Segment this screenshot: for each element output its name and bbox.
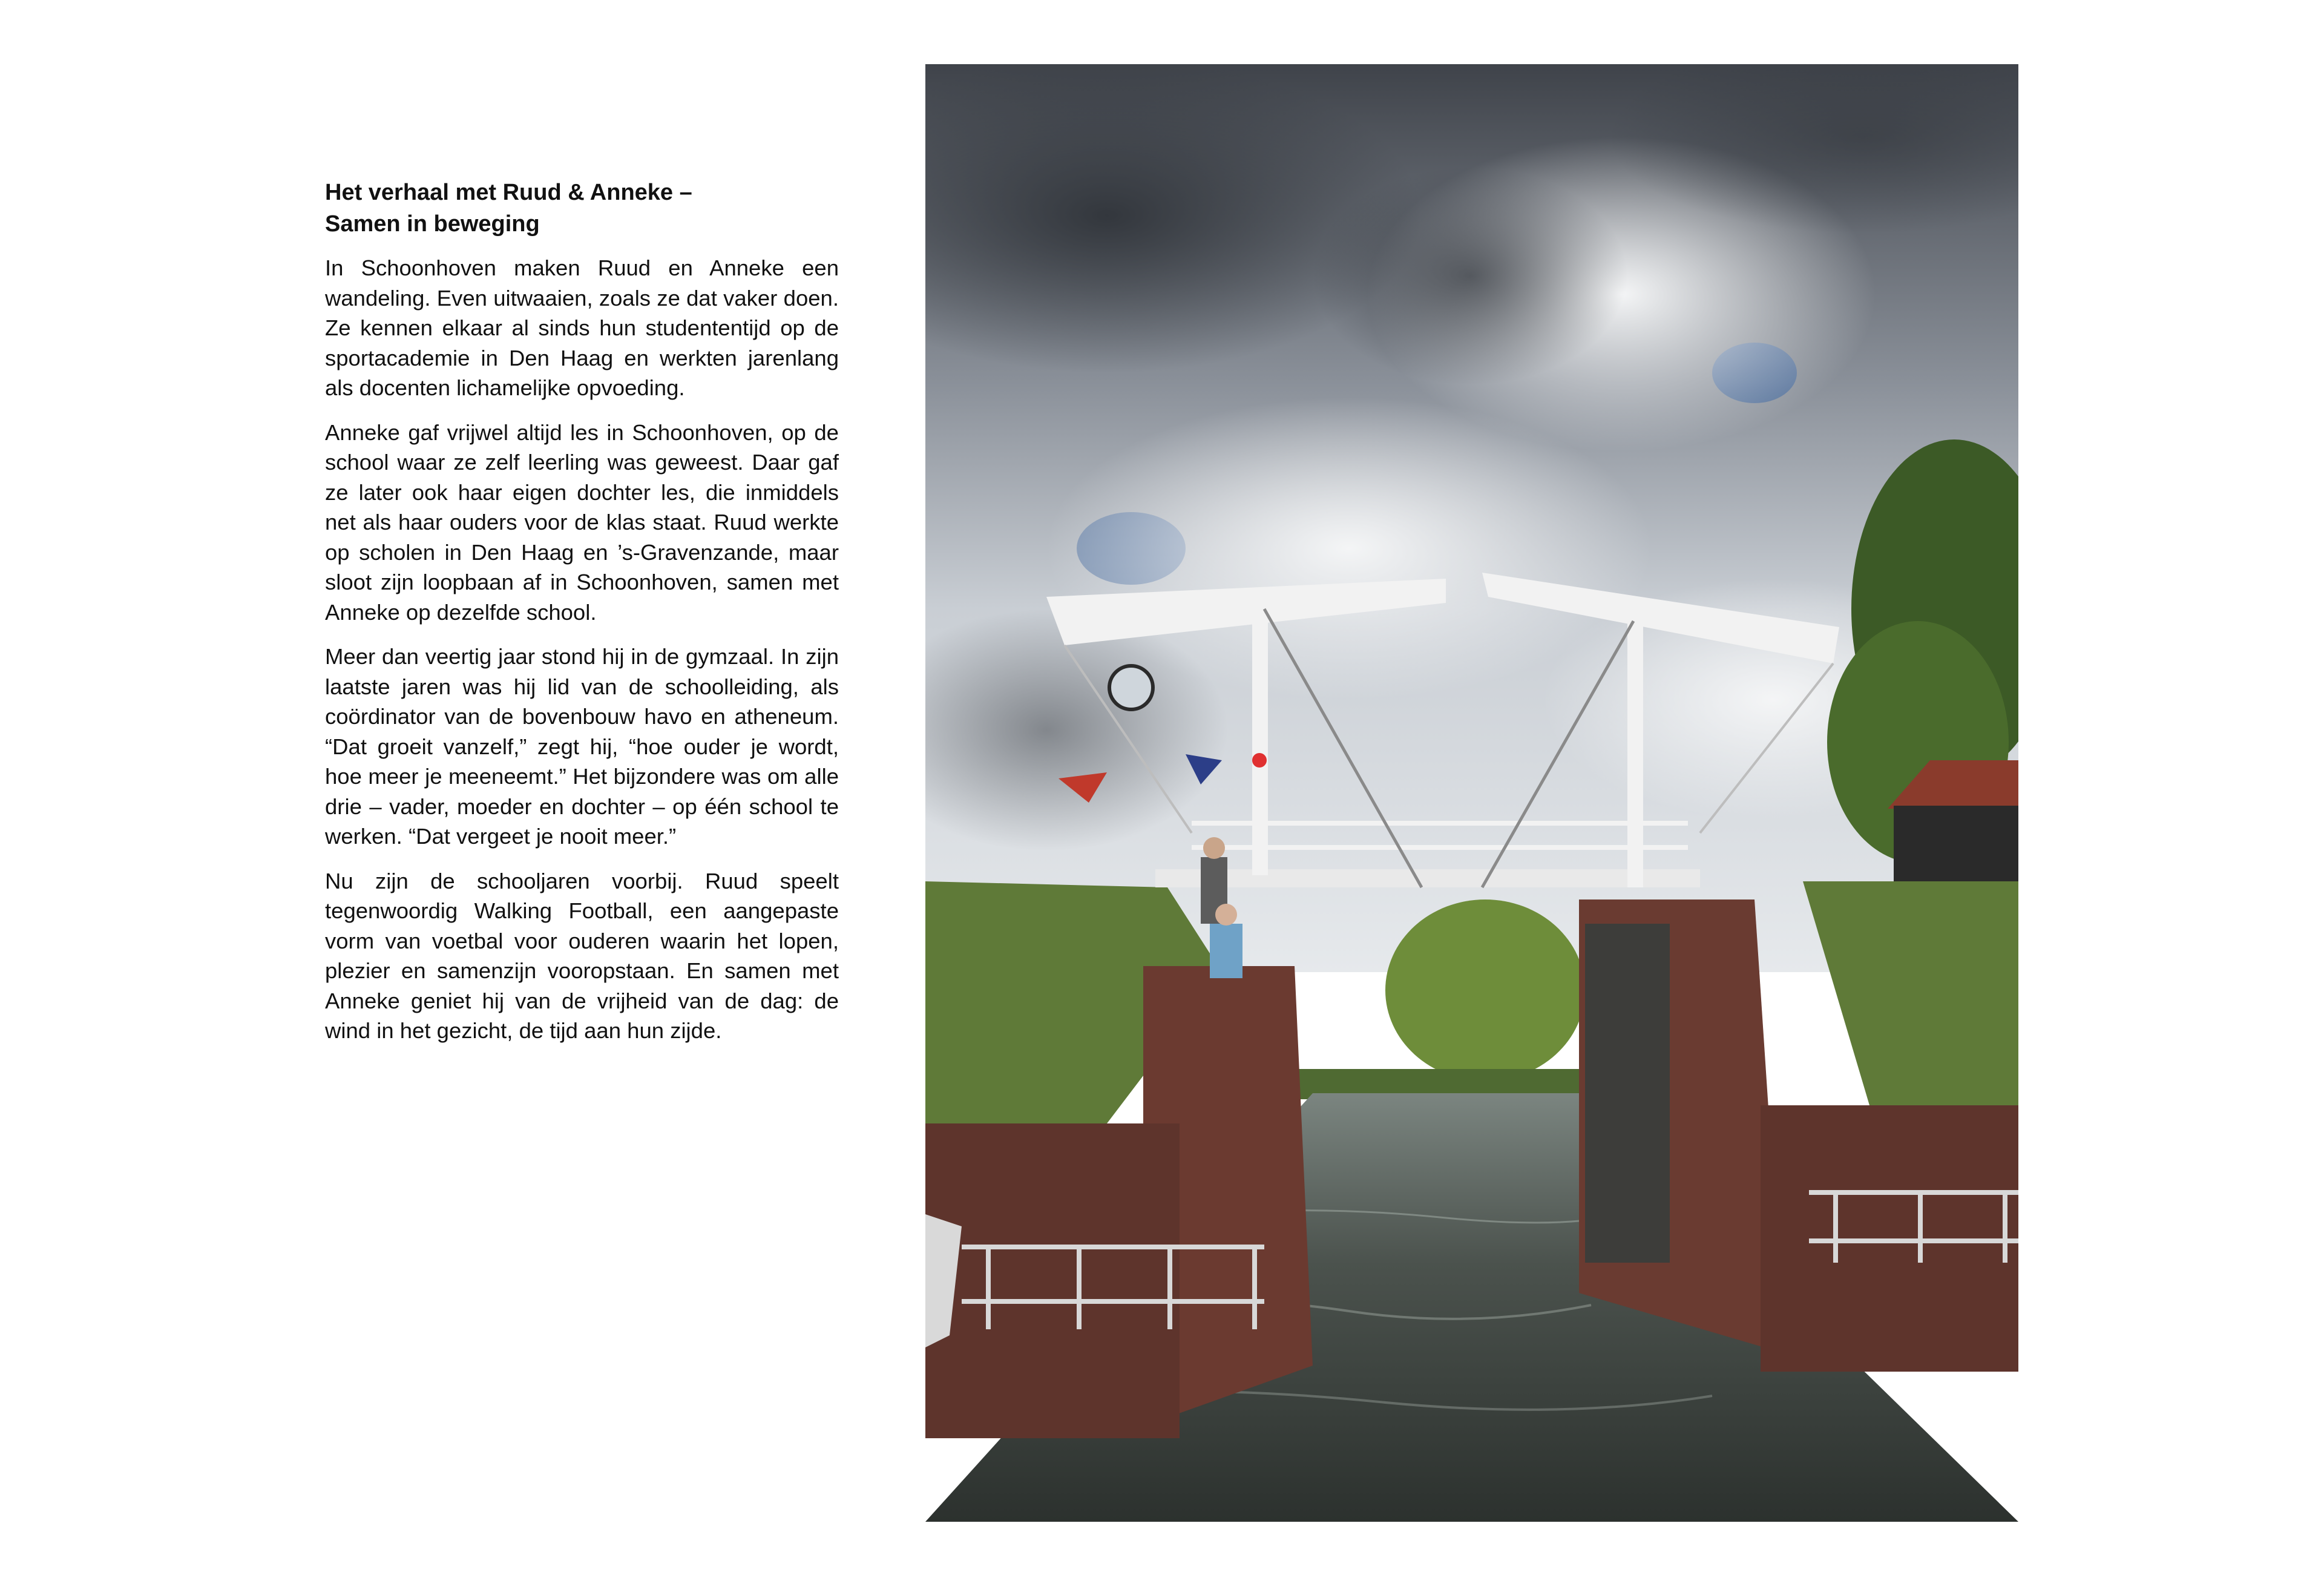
article-text: [325, 177, 839, 1061]
right-lock-gate: [1585, 924, 1670, 1263]
cloud: [1313, 167, 1627, 385]
drawbridge-photo: [925, 64, 2018, 1522]
paragraph-4: Nu zijn de schooljaren voorbij. Ruud speelt tegenwoordig Walking Football, een aangepaste vorm van voetbal voor ouderen waarin het lopen, plezier en samenzijn vooropstaan. En samen met Anneke geniet hij van de vrijheid van de dag: de wind in het gezicht, de tijd aan hun zijde.: [325, 868, 839, 1043]
headline-line-1: Het verhaal met Ruud & Anneke –: [325, 180, 692, 205]
right-bridge-post: [1627, 609, 1643, 887]
left-railing: [962, 1245, 1264, 1249]
bridge-deck: [1155, 869, 1700, 887]
paragraph-2: Anneke gaf vrijwel altijd les in Schoonhoven, op de school waar ze zelf leerling was geweest. Daar gaf ze later ook haar eigen dochter les, die inmiddels net als haar ouders voor de klas staat. Ruud werkte op scholen in Den Haag en ’s-Gravenzande, maar sloot zijn loopbaan af in Schoonhoven, samen met Anneke op dezelfde school.: [325, 419, 839, 625]
willow-tree: [1385, 899, 1585, 1081]
paragraph-1: In Schoonhoven maken Ruud en Anneke een wandeling. Even uitwaaien, zoals ze dat vaker doen. Ze kennen elkaar al sinds hun studententijd op de sportacademie in Den Haag en werkten jarenlang als docenten lichamelijke opvoeding.: [325, 255, 839, 400]
traffic-light: [1252, 753, 1267, 768]
left-bridge-post: [1252, 603, 1268, 875]
headline-line-2: Samen in beweging: [325, 211, 540, 237]
paragraph-3: Meer dan veertig jaar stond hij in de gymzaal. In zijn laatste jaren was hij lid van de schoolleiding, als coördinator van de bovenbouw havo en atheneum. “Dat groeit vanzelf,” zegt hij, “hoe ouder je wordt, hoe meer je meeneemt.” Het bijzondere was om alle drie – vader, moeder en dochter – op één school te werken. “Dat vergeet je nooit meer.”: [325, 644, 839, 849]
article-headline: [325, 177, 839, 240]
photo-illustration: [925, 64, 2018, 1522]
house: [1894, 806, 2018, 890]
right-grass-bank: [1803, 881, 2018, 1105]
person-seated: [1210, 924, 1242, 978]
left-brick-ledge: [925, 1123, 1180, 1438]
mirror-sign: [1109, 666, 1153, 709]
right-railing: [1809, 1190, 2018, 1195]
